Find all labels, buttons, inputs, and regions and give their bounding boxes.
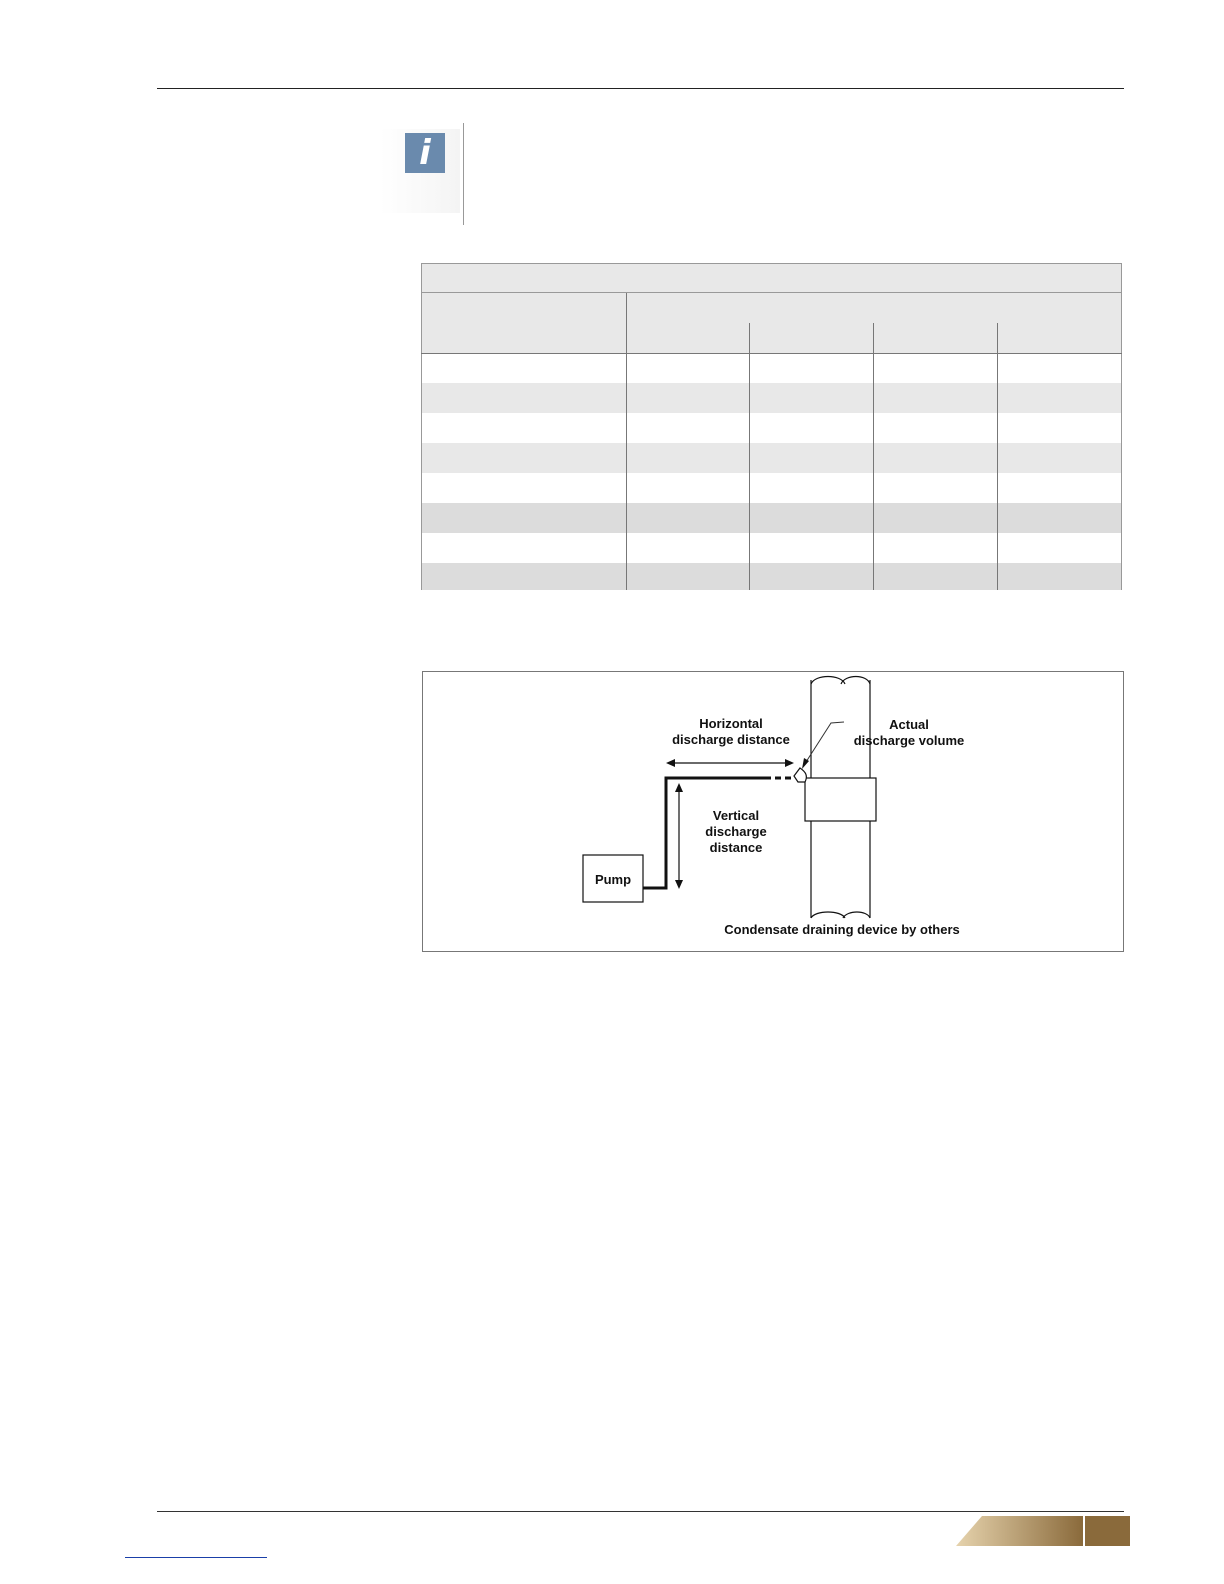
footer-tab-band — [956, 1516, 1083, 1546]
table-header-rule — [421, 353, 1122, 354]
table-border-left — [421, 293, 422, 590]
info-note — [380, 123, 464, 225]
table-col-divider — [997, 323, 998, 590]
header-rule — [157, 88, 1124, 89]
table-row — [421, 383, 1122, 413]
horizontal-label-line1: Horizontal — [699, 716, 763, 731]
table-col-divider — [749, 323, 750, 590]
vertical-label-line2: discharge — [705, 824, 767, 839]
horizontal-distance-arrow — [666, 759, 794, 767]
table-header-row — [421, 293, 1122, 353]
vertical-label-line1: Vertical — [712, 808, 760, 823]
pump-label: Pump — [594, 872, 632, 887]
table-col-divider — [626, 293, 627, 590]
footer-rule — [157, 1511, 1124, 1512]
table-row — [421, 353, 1122, 383]
vertical-label-line3: distance — [709, 840, 763, 855]
info-icon: i — [405, 133, 445, 173]
device-inlet — [794, 768, 806, 782]
spec-table — [421, 263, 1122, 590]
draining-device — [805, 778, 876, 821]
table-row — [421, 443, 1122, 473]
table-border-right — [1121, 293, 1122, 590]
device-label: Condensate draining device by others — [724, 922, 960, 937]
table-row — [421, 563, 1122, 590]
table-col-divider — [873, 323, 874, 590]
footer-link-underline[interactable] — [125, 1557, 267, 1558]
table-row — [421, 503, 1122, 533]
actual-label-line2: discharge volume — [853, 733, 965, 748]
diagram-svg — [423, 672, 1125, 953]
actual-leader-line — [806, 722, 844, 762]
info-note-bar — [463, 123, 464, 225]
table-row — [421, 473, 1122, 503]
footer-tab — [956, 1516, 1130, 1546]
table-row — [421, 533, 1122, 563]
horizontal-label-line2: discharge distance — [672, 732, 790, 747]
pump-discharge-diagram — [422, 671, 1124, 952]
actual-label-line1: Actual — [889, 717, 929, 732]
footer-page-block — [1085, 1516, 1130, 1546]
table-title-row — [421, 263, 1122, 293]
table-row — [421, 413, 1122, 443]
vertical-distance-arrow — [675, 783, 683, 889]
